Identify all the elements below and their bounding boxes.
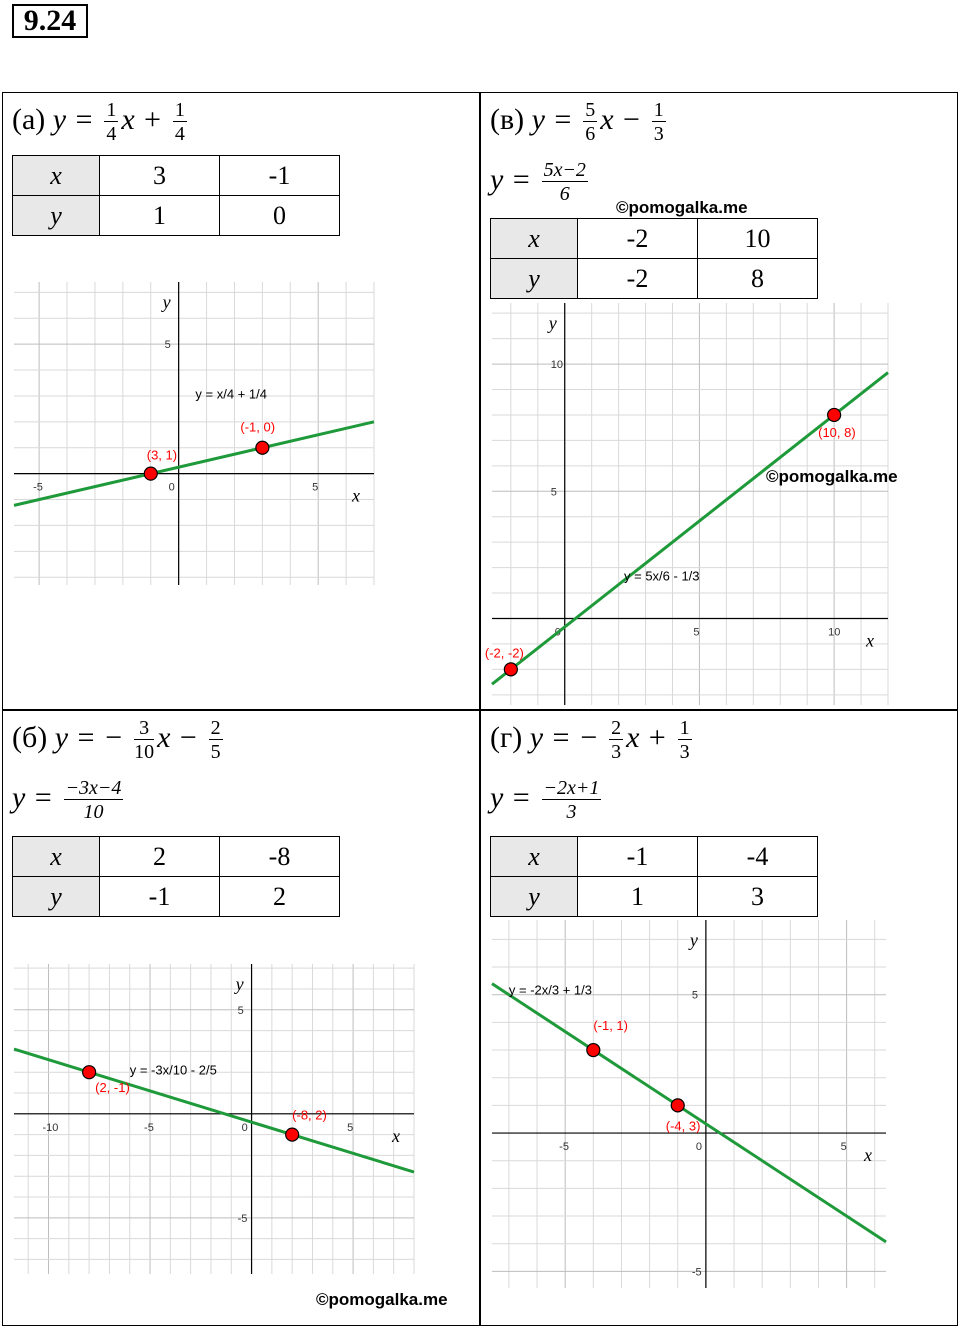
denominator: 5 — [210, 741, 221, 763]
equation-b-simplified — [12, 778, 126, 822]
point-label: (10, 8) — [818, 424, 856, 440]
graph-a — [14, 282, 374, 585]
y-tick-label: 10 — [550, 359, 563, 372]
data-point — [256, 441, 269, 454]
table-row — [491, 259, 818, 299]
denominator: 10 — [134, 741, 155, 763]
x-tick-label: -5 — [559, 1141, 569, 1154]
point-label: (-1, 1) — [593, 1018, 628, 1034]
y-axis-label: y — [162, 292, 171, 312]
table-row — [13, 837, 340, 877]
table-cell: 1 — [100, 196, 220, 236]
row-header-y: y — [491, 259, 578, 299]
table-row — [13, 156, 340, 196]
table-cell: 3 — [100, 156, 220, 196]
fraction — [678, 718, 692, 762]
table-cell: 2 — [100, 837, 220, 877]
x-term: x + — [626, 720, 668, 754]
equation-lhs: y = — [490, 780, 532, 814]
equation-g-simplified — [490, 778, 604, 822]
denominator: 3 — [679, 741, 690, 763]
table-row — [491, 219, 818, 259]
fraction — [104, 100, 118, 144]
data-point — [504, 663, 517, 676]
fraction — [64, 778, 124, 822]
equation-label: (г) — [490, 720, 523, 754]
table-cell: -2 — [578, 259, 698, 299]
equation-v-simplified — [490, 160, 591, 204]
fraction — [542, 778, 602, 822]
x-axis-label: x — [864, 1145, 872, 1166]
line-label: y = x/4 + 1/4 — [195, 386, 267, 402]
row-header-x: x — [491, 837, 578, 877]
denominator: 6 — [559, 183, 570, 205]
row-header-x: x — [13, 837, 100, 877]
table-cell: 10 — [698, 219, 818, 259]
point-label: (3, 1) — [146, 447, 178, 463]
equation-v — [490, 100, 669, 144]
table-cell: 1 — [578, 877, 698, 917]
x-tick-label: 0 — [168, 481, 175, 494]
problem-number: 9.24 — [12, 4, 88, 38]
row-header-y: y — [13, 877, 100, 917]
y-tick-label: 5 — [164, 339, 171, 352]
numerator: −3x−4 — [65, 777, 122, 799]
table-cell: -4 — [698, 837, 818, 877]
equation-label: (а) — [12, 102, 46, 136]
equation-lhs: y = — [12, 780, 54, 814]
line-label: y = -2x/3 + 1/3 — [508, 982, 592, 998]
y-tick-label: -5 — [237, 1212, 248, 1225]
watermark: ©pomogalka.me — [316, 1290, 448, 1309]
denominator: 3 — [566, 801, 577, 823]
y-tick-label: 5 — [550, 486, 557, 499]
table-cell: 2 — [220, 877, 340, 917]
fraction — [134, 718, 154, 762]
equation-lhs: y = — [490, 162, 532, 196]
table-cell: -1 — [220, 156, 340, 196]
x-tick-label: 5 — [840, 1141, 847, 1154]
table-row — [13, 877, 340, 917]
point-label: (-1, 0) — [240, 419, 276, 435]
equation-g — [490, 718, 695, 762]
row-header-x: x — [491, 219, 578, 259]
x-tick-label: 5 — [693, 626, 700, 639]
equation-label: (в) — [490, 102, 525, 136]
data-point — [286, 1128, 299, 1141]
fraction — [652, 100, 666, 144]
y-tick-label: 5 — [237, 1004, 244, 1017]
equation-lhs: y = − — [54, 720, 124, 754]
fraction — [609, 718, 623, 762]
table-row — [13, 196, 340, 236]
table-cell: -8 — [220, 837, 340, 877]
table-cell: 3 — [698, 877, 818, 917]
numerator: 1 — [679, 717, 690, 739]
equation-lhs: y = — [52, 102, 94, 136]
numerator: 5 — [585, 99, 596, 121]
equation-lhs: y = — [531, 102, 573, 136]
denominator: 6 — [585, 123, 596, 145]
table-cell: 8 — [698, 259, 818, 299]
x-tick-label: -5 — [33, 481, 43, 494]
table-row — [491, 837, 818, 877]
table-row — [491, 877, 818, 917]
x-axis-label: x — [352, 485, 360, 506]
point-label: (-2, -2) — [484, 645, 524, 661]
data-point — [828, 408, 841, 421]
value-table-v — [490, 218, 818, 299]
x-term: x + — [121, 102, 163, 136]
equation-lhs: y = − — [529, 720, 599, 754]
x-tick-label: 5 — [312, 481, 319, 494]
denominator: 3 — [653, 123, 664, 145]
numerator: 3 — [134, 718, 154, 740]
value-table-b — [12, 836, 340, 917]
equation-label: (б) — [12, 720, 48, 754]
numerator: 1 — [653, 99, 664, 121]
data-point — [144, 467, 157, 480]
numerator: 2 — [210, 717, 221, 739]
graph-v — [484, 303, 888, 705]
denominator: 3 — [611, 741, 622, 763]
equation-b — [12, 718, 226, 762]
x-tick-label: 0 — [241, 1121, 248, 1134]
divider-horizontal — [2, 709, 958, 711]
numerator: −2x+1 — [543, 777, 600, 799]
row-header-y: y — [491, 877, 578, 917]
denominator: 4 — [106, 123, 117, 145]
y-axis-label: y — [235, 974, 244, 994]
value-table-g — [490, 836, 818, 917]
data-point — [671, 1099, 684, 1112]
fraction — [173, 100, 187, 144]
fraction — [209, 718, 223, 762]
equation-a — [12, 100, 190, 144]
x-axis-label: x — [392, 1125, 400, 1146]
fraction — [583, 100, 597, 144]
table-cell: 0 — [220, 196, 340, 236]
fraction — [542, 160, 588, 204]
numerator: 1 — [174, 99, 185, 121]
x-tick-label: 10 — [828, 626, 841, 639]
y-axis-label: y — [548, 313, 557, 333]
value-table-a — [12, 155, 340, 236]
y-axis-label: y — [689, 930, 698, 950]
table-cell: -1 — [578, 837, 698, 877]
denominator: 4 — [174, 123, 185, 145]
watermark: ©pomogalka.me — [616, 198, 748, 217]
numerator: 5x−2 — [543, 159, 586, 181]
graph-b — [14, 964, 414, 1274]
y-tick-label: -5 — [691, 1266, 702, 1279]
watermark: ©pomogalka.me — [766, 467, 898, 486]
point-label: (2, -1) — [95, 1080, 130, 1096]
x-tick-label: 0 — [695, 1141, 703, 1154]
x-tick-label: 5 — [347, 1121, 354, 1134]
numerator: 1 — [106, 99, 117, 121]
line-label: y = -3x/10 - 2/5 — [129, 1062, 217, 1078]
data-point — [83, 1066, 96, 1079]
row-header-y: y — [13, 196, 100, 236]
x-tick-label: -5 — [144, 1121, 154, 1134]
y-tick-label: 5 — [691, 989, 699, 1002]
function-line — [14, 419, 374, 506]
x-term: x − — [157, 720, 199, 754]
point-label: (-4, 3) — [665, 1118, 701, 1134]
table-cell: -1 — [100, 877, 220, 917]
denominator: 10 — [83, 801, 104, 823]
x-axis-label: x — [866, 630, 874, 651]
data-point — [587, 1044, 600, 1057]
point-label: (-8, 2) — [292, 1107, 327, 1123]
table-cell: -2 — [578, 219, 698, 259]
numerator: 2 — [611, 717, 622, 739]
x-term: x − — [600, 102, 642, 136]
row-header-x: x — [13, 156, 100, 196]
x-tick-label: -10 — [42, 1121, 59, 1134]
line-label: y = 5x/6 - 1/3 — [624, 568, 700, 584]
graph-g — [492, 920, 886, 1288]
